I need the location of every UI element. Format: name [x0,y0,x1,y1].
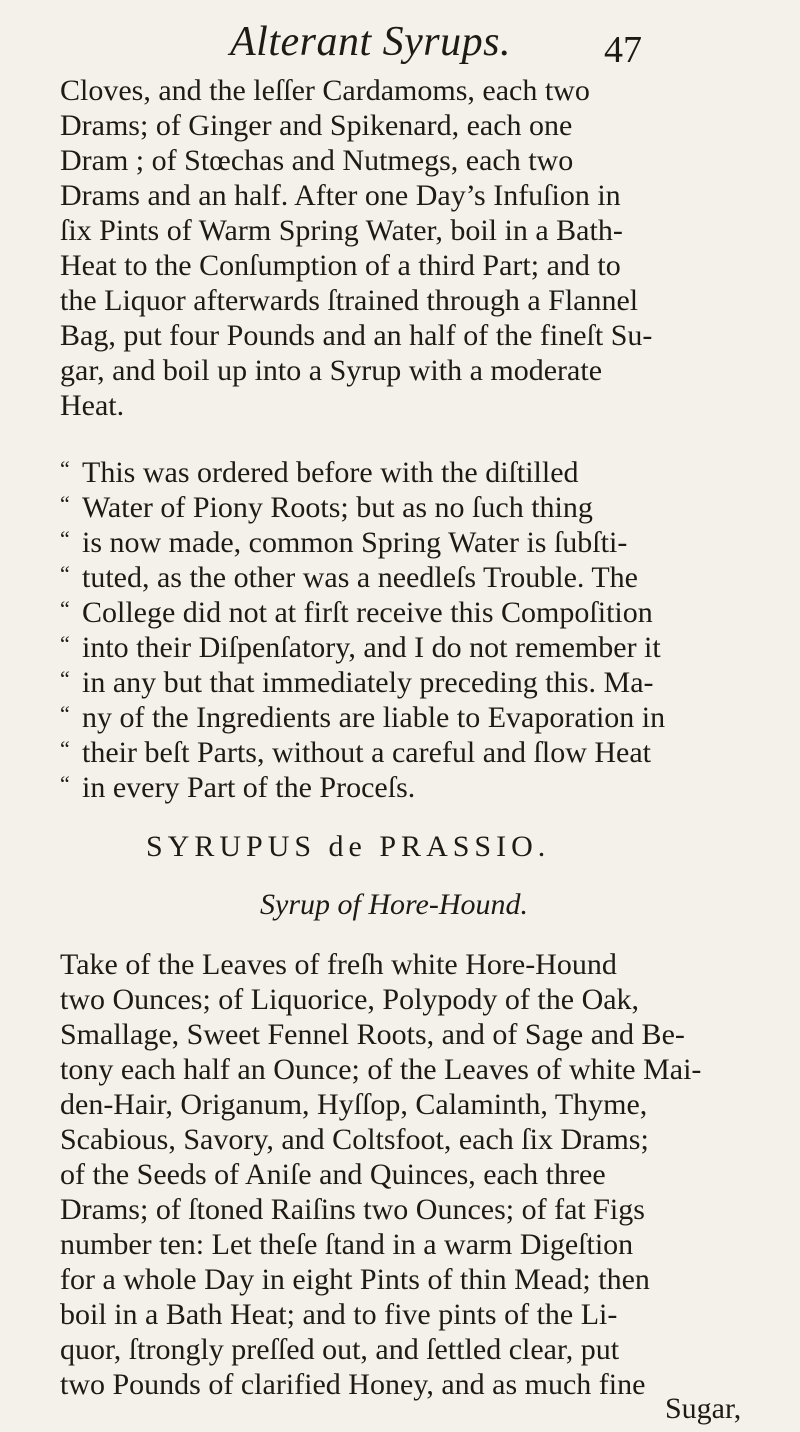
text-line: two Pounds of clarified Honey, and as much fine [60,1368,646,1401]
text-line: Dram ; of Stœchas and Nutmegs, each two [60,144,574,177]
text-line: Drams; of Ginger and Spikenard, each one [60,109,573,142]
text-line: Drams and an half. After one Day’s Infuſion in [60,179,621,212]
text-line: the Liquor afterwards ſtrained through a Flannel [60,284,639,317]
text-line: their beſt Parts, without a careful and ſlow Heat [82,736,651,769]
quoted-line [60,522,746,560]
text-line: Heat to the Conſumption of a third Part; and to [60,249,621,282]
quoted-line [60,557,746,595]
text-line: Bag, put four Pounds and an half of the fineſt Su- [60,319,653,352]
text-line: Smallage, Sweet Fennel Roots, and of Sage and Be- [60,1018,685,1051]
text-line: boil in a Bath Heat; and to five pints of the Li- [60,1298,618,1331]
text-line: den-Hair, Origanum, Hyſſop, Calaminth, Thyme, [60,1088,648,1121]
quoted-line [60,697,746,735]
text-line: ſix Pints of Warm Spring Water, boil in a Bath- [60,214,623,247]
text-line: Take of the Leaves of freſh white Hore-Hound [60,948,617,981]
text-line: tuted, as the other was a needleſs Trouble. The [82,561,638,594]
quoted-line [60,452,746,490]
quote-mark: “ [60,631,70,656]
text-line: two Ounces; of Liquorice, Polypody of the Oak, [60,983,640,1016]
text-line: quor, ſtrongly preſſed out, and ſettled clear, put [60,1333,620,1366]
quoted-line [60,627,746,665]
text-line: Water of Piony Roots; but as no ſuch thing [82,491,593,524]
quoted-line [60,732,746,770]
text-line: is now made, common Spring Water is ſubſti- [82,526,628,559]
text-line: Drams; of ſtoned Raiſins two Ounces; of fat Figs [60,1193,645,1226]
text-line: for a whole Day in eight Pints of thin Mead; then [60,1263,650,1296]
text-line: number ten: Let theſe ſtand in a warm Digeſtion [60,1228,634,1261]
text-line: into their Diſpenſatory, and I do not remember it [82,631,661,664]
quote-mark: “ [60,596,70,621]
text-line: ny of the Ingredients are liable to Evaporation in [82,701,666,734]
text-line: Heat. [60,389,125,422]
quote-mark: “ [60,456,70,481]
quote-mark: “ [60,666,70,691]
text-line: gar, and boil up into a Syrup with a moderate [60,354,603,387]
text-line: of the Seeds of Aniſe and Quinces, each three [60,1158,606,1191]
text-line: Scabious, Savory, and Coltsfoot, each ſix Drams; [60,1123,649,1156]
quote-mark: “ [60,701,70,726]
quote-mark: “ [60,736,70,761]
quoted-line [60,487,746,525]
text-line: College did not at firſt receive this Compoſition [82,596,653,629]
quoted-line [60,662,746,700]
running-title: Alterant Syrups. [230,19,511,65]
text-line: tony each half an Ounce; of the Leaves of white Mai- [60,1053,702,1086]
section-title: SYRUPUS de PRASSIO. [146,830,551,863]
quote-mark: “ [60,561,70,586]
quoted-line [60,767,746,805]
text-line: Cloves, and the leſſer Cardamoms, each two [60,74,590,107]
quote-mark: “ [60,491,70,516]
running-head [0,10,800,80]
catchword: Sugar, [665,1392,742,1425]
quote-mark: “ [60,771,70,796]
section-subtitle: Syrup of Hore-Hound. [260,888,529,921]
text-line: in every Part of the Proceſs. [82,771,416,804]
text-line: in any but that immediately preceding this. Ma- [82,666,654,699]
text-line: This was ordered before with the diſtilled [82,456,579,489]
page-number: 47 [604,29,642,71]
quoted-line [60,592,746,630]
quote-mark: “ [60,526,70,551]
